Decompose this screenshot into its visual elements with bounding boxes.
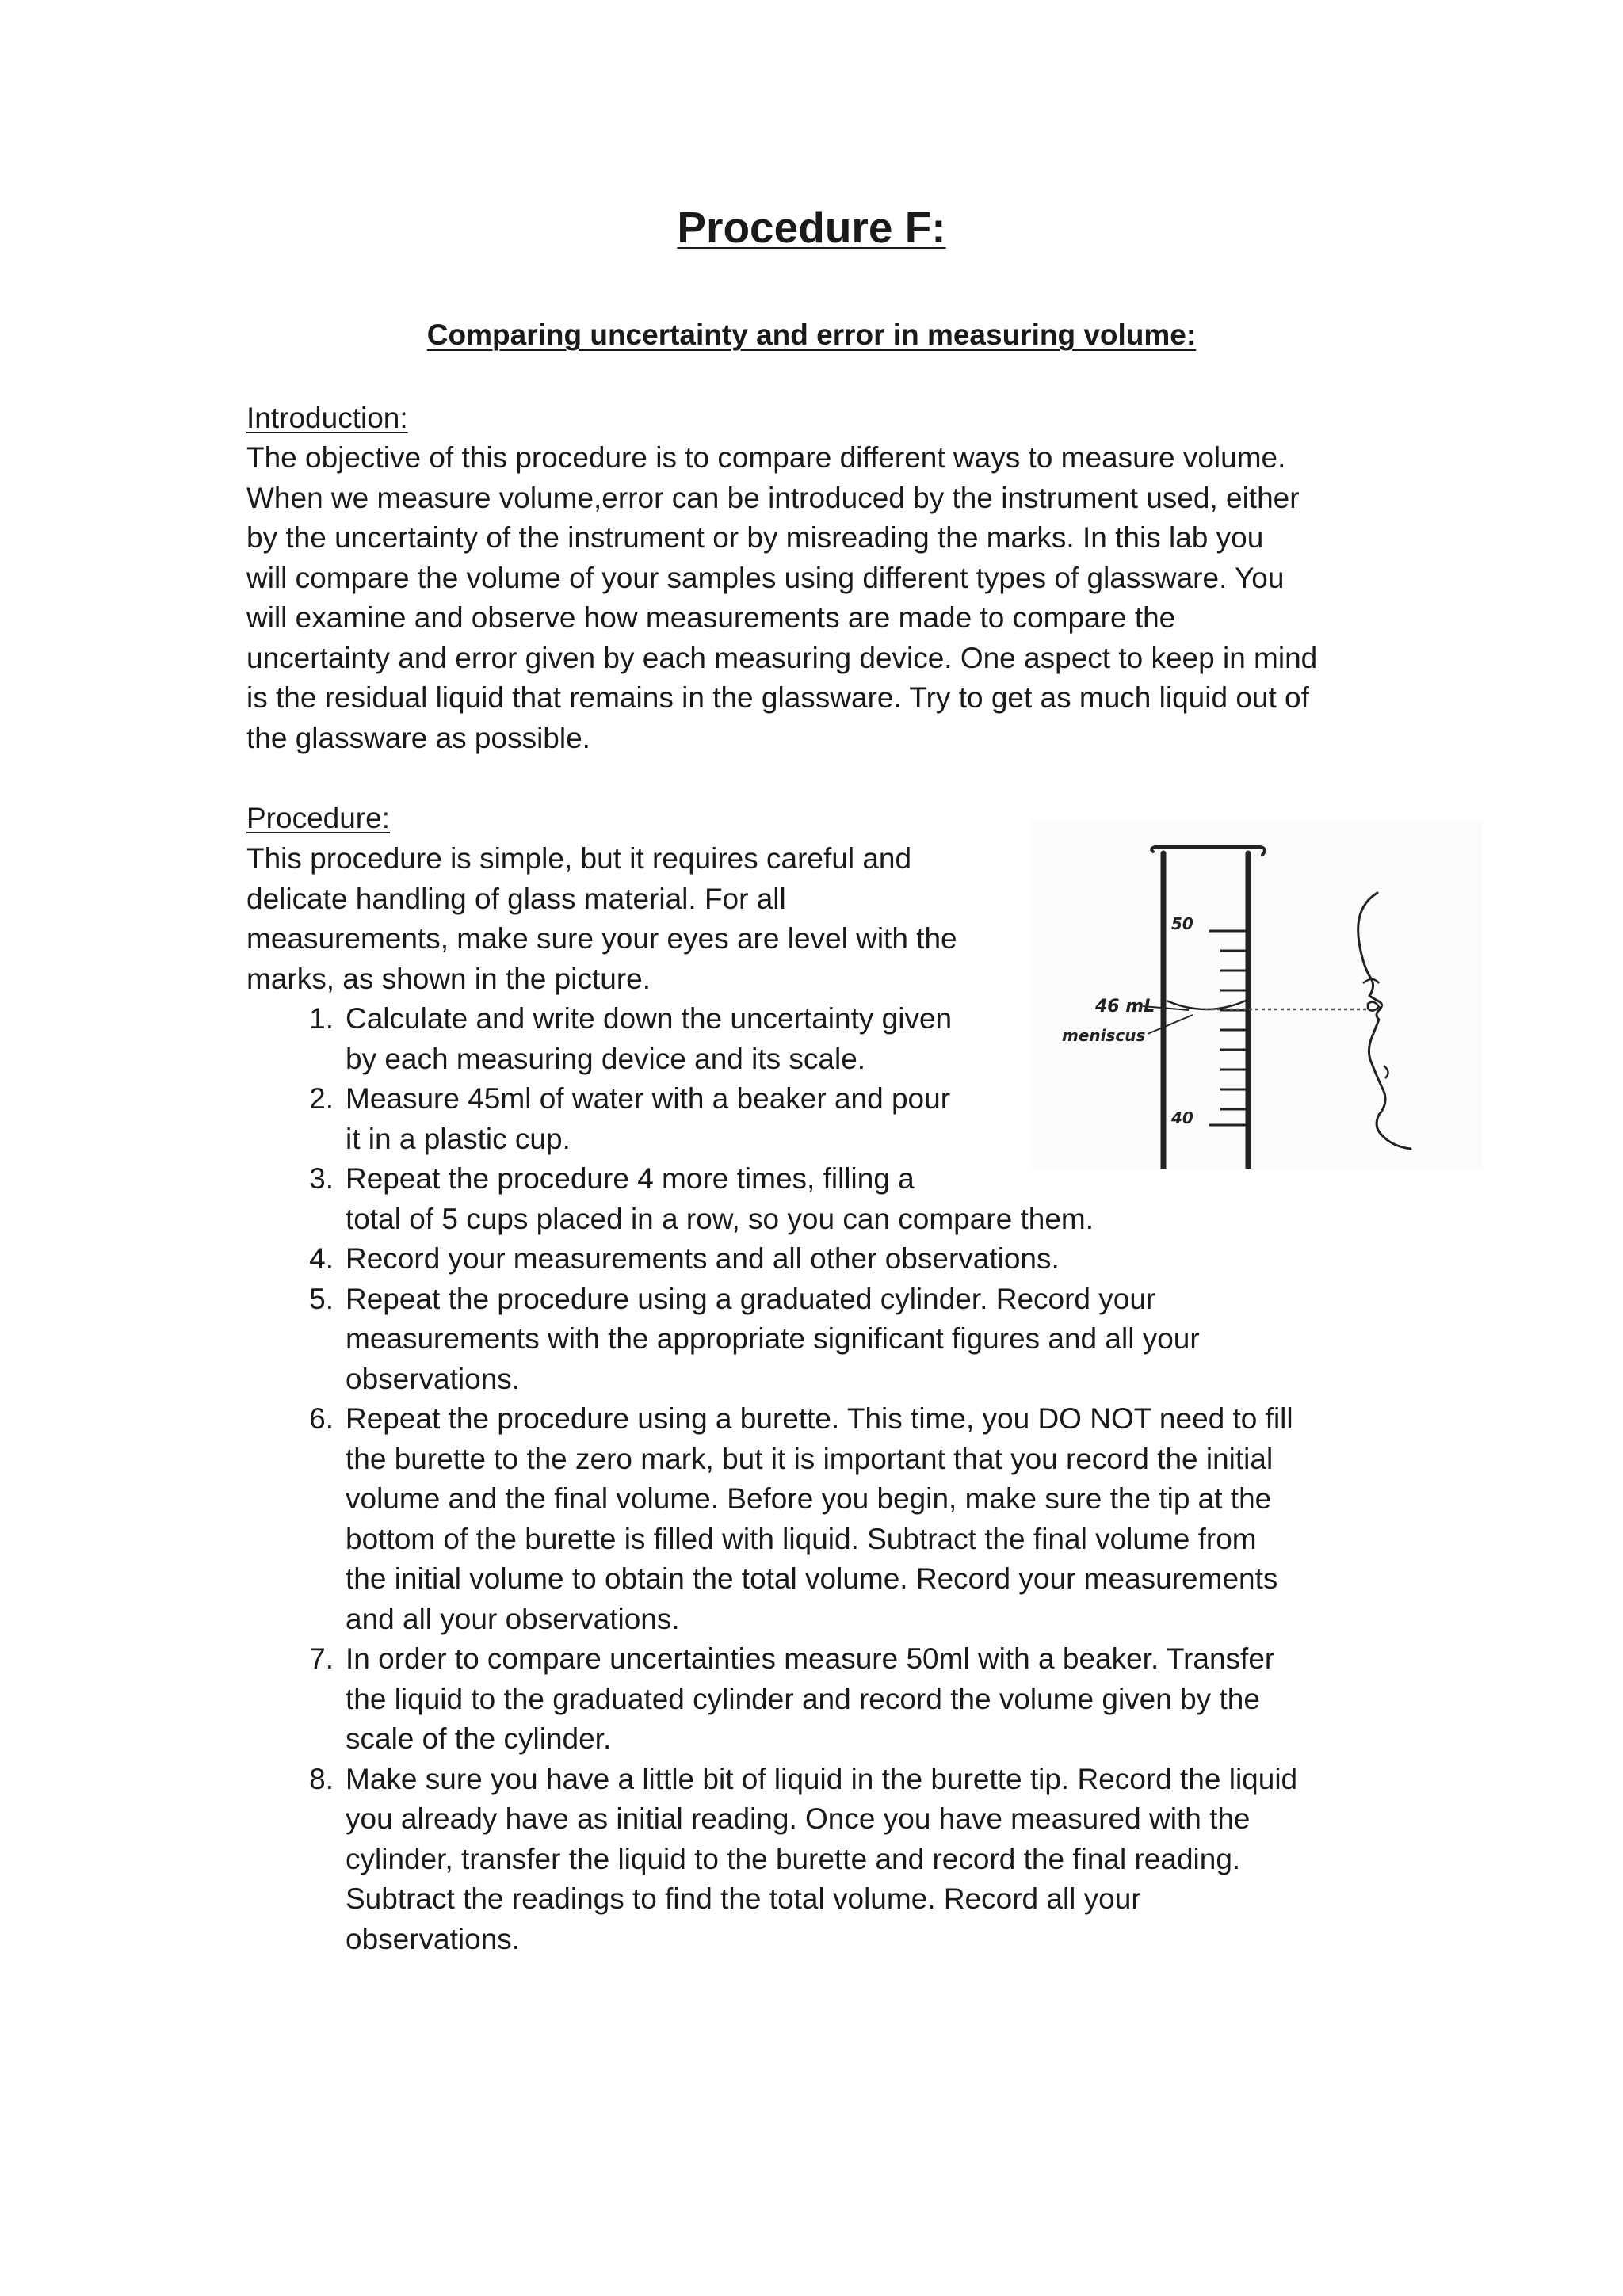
page-subtitle (0, 315, 1623, 355)
step-5 (246, 1280, 1388, 1400)
meniscus-reading-figure (1030, 820, 1482, 1169)
procedure-intro-line: This procedure is simple, but it requires careful and (246, 842, 912, 875)
scale-label-50: 50 (1171, 914, 1193, 933)
step-line: Calculate and write down the uncertainty given (346, 1002, 953, 1035)
intro-line: When we measure volume,error can be introduced by the instrument used, either (246, 481, 1300, 514)
step-line: Subtract the readings to find the total volume. Record all your (346, 1882, 1141, 1915)
step-number: 4. (309, 1242, 334, 1275)
step-line: Repeat the procedure 4 more times, filling a (346, 1162, 915, 1195)
intro-line: will examine and observe how measurements are made to compare the (246, 601, 1176, 634)
procedure-intro-line: measurements, make sure your eyes are level with the (246, 922, 957, 955)
step-number: 8. (309, 1762, 334, 1795)
step-line: you already have as initial reading. Once you have measured with the (346, 1802, 1251, 1835)
intro-line: uncertainty and error given by each measuring device. One aspect to keep in mind (246, 641, 1318, 674)
intro-line: by the uncertainty of the instrument or by misreading the marks. In this lab you (246, 521, 1264, 554)
step-number: 7. (309, 1642, 334, 1675)
step-line: the burette to the zero mark, but it is important that you record the initial (346, 1442, 1274, 1475)
step-8 (246, 1760, 1388, 1960)
step-line: In order to compare uncertainties measure 50ml with a beaker. Transfer (346, 1642, 1275, 1675)
intro-line: is the residual liquid that remains in the glassware. Try to get as much liquid out of (246, 681, 1309, 714)
page-subtitle-text: Comparing uncertainty and error in measuring volume: (426, 318, 1197, 351)
step-line: Repeat the procedure using a burette. This time, you DO NOT need to fill (346, 1402, 1293, 1435)
step-line: volume and the final volume. Before you begin, make sure the tip at the (346, 1482, 1272, 1515)
step-number: 6. (309, 1402, 334, 1435)
step-line: bottom of the burette is filled with liquid. Subtract the final volume from (346, 1522, 1257, 1555)
step-line: Record your measurements and all other observations. (346, 1242, 1060, 1275)
reading-label-46ml: 46 mL (1095, 997, 1155, 1016)
procedure-intro-line: delicate handling of glass material. For all (246, 882, 786, 915)
step-line: Repeat the procedure using a graduated cylinder. Record your (346, 1282, 1156, 1315)
step-7 (246, 1639, 1388, 1760)
step-line: measurements with the appropriate significant figures and all your (346, 1322, 1200, 1355)
step-line: it in a plastic cup. (346, 1122, 571, 1155)
step-line: the liquid to the graduated cylinder and record the volume given by the (346, 1682, 1260, 1715)
step-number: 2. (309, 1082, 334, 1115)
figure-background (1030, 820, 1482, 1169)
step-line: Make sure you have a little bit of liquid in the burette tip. Record the liquid (346, 1762, 1298, 1795)
step-4 (246, 1239, 1388, 1280)
step-line: the initial volume to obtain the total volume. Record your measurements (346, 1562, 1278, 1595)
introduction-heading: Introduction: (246, 402, 408, 434)
step-6 (246, 1399, 1388, 1639)
intro-line: the glassware as possible. (246, 721, 590, 754)
step-line: observations. (346, 1922, 521, 1955)
step-line: Measure 45ml of water with a beaker and pour (346, 1082, 951, 1115)
procedure-intro-line: marks, as shown in the picture. (246, 962, 651, 995)
step-number: 3. (309, 1162, 334, 1195)
procedure-heading: Procedure: (246, 802, 390, 834)
intro-line: The objective of this procedure is to compare different ways to measure volume. (246, 441, 1286, 474)
scale-label-40: 40 (1171, 1108, 1193, 1127)
page-title-text: Procedure F: (677, 203, 946, 252)
intro-line: will compare the volume of your samples using different types of glassware. You (246, 561, 1285, 594)
page-title (0, 200, 1623, 255)
step-line: by each measuring device and its scale. (346, 1042, 866, 1075)
step-number: 1. (309, 1002, 334, 1035)
step-line: scale of the cylinder. (346, 1722, 612, 1755)
step-line: observations. (346, 1362, 521, 1395)
procedure-intro (246, 839, 1031, 999)
step-line: cylinder, transfer the liquid to the burette and record the final reading. (346, 1842, 1241, 1875)
step-number: 5. (309, 1282, 334, 1315)
step-3 (246, 1159, 1388, 1239)
step-line: and all your observations. (346, 1602, 680, 1635)
introduction-paragraph (246, 438, 1388, 758)
step-line: total of 5 cups placed in a row, so you can compare them. (346, 1202, 1094, 1235)
meniscus-label: meniscus (1062, 1026, 1146, 1045)
